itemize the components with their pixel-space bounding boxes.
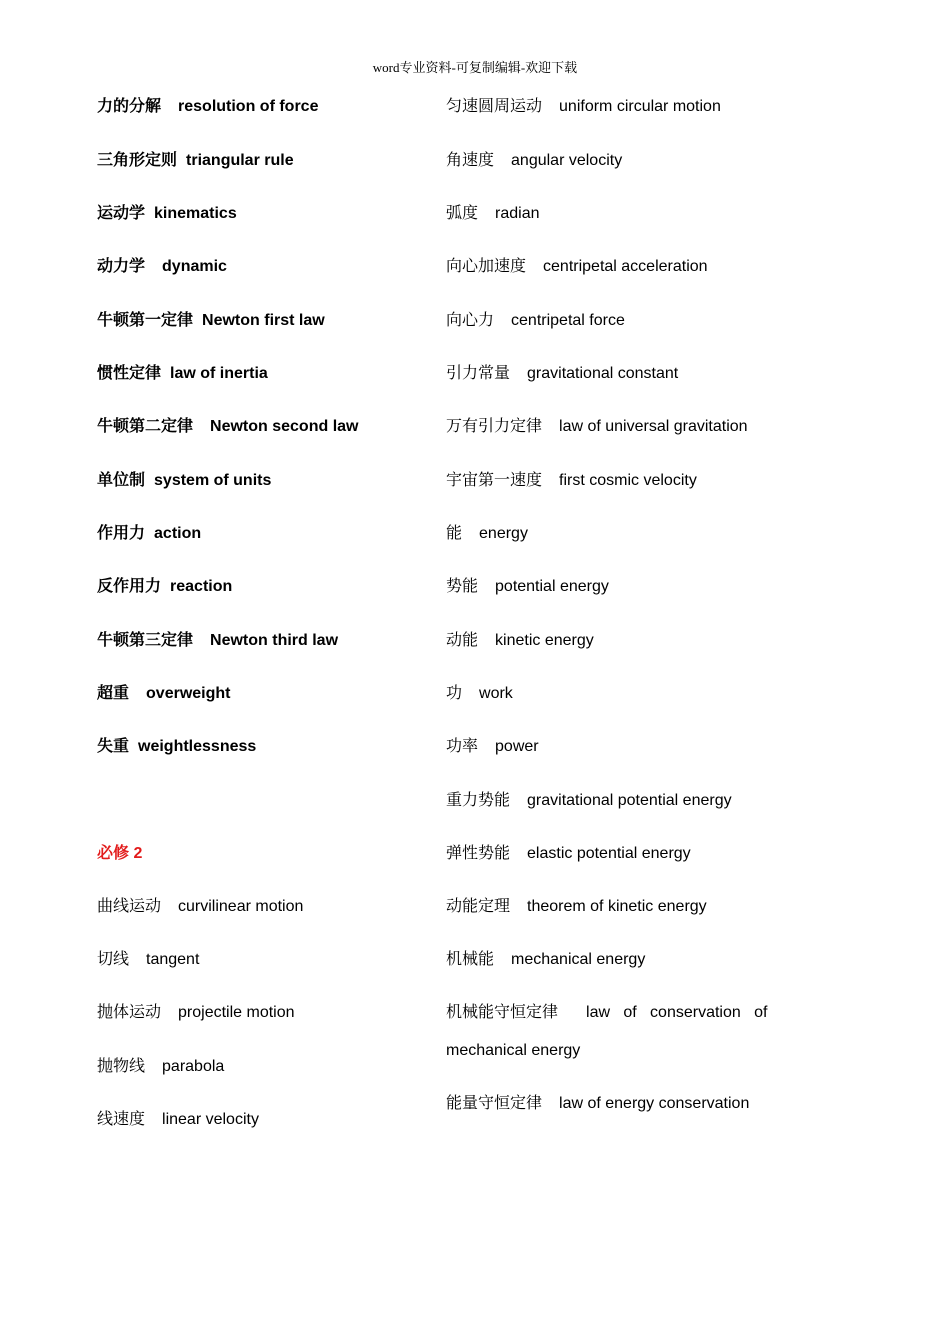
term-zh: 能 xyxy=(446,525,463,542)
term-en: system of units xyxy=(154,472,272,489)
term-en: theorem of kinetic energy xyxy=(527,898,707,915)
term-en: gravitational constant xyxy=(527,365,679,382)
term-en: tangent xyxy=(146,951,200,968)
term-row xyxy=(97,950,199,970)
term-en-continuation: mechanical energy xyxy=(446,1042,581,1059)
term-en: gravitational potential energy xyxy=(527,792,732,809)
term-row xyxy=(446,204,540,224)
term-zh: 力的分解 xyxy=(97,98,162,115)
term-zh: 反作用力 xyxy=(97,578,162,595)
term-row xyxy=(446,577,609,597)
term-zh: 牛顿第一定律 xyxy=(97,312,194,329)
term-row xyxy=(446,844,691,864)
term-row xyxy=(446,737,539,757)
term-row xyxy=(446,791,732,811)
section-title: 必修 2 xyxy=(97,845,143,862)
term-en: law of universal gravitation xyxy=(559,418,748,435)
term-zh: 弹性势能 xyxy=(446,845,511,862)
term-row xyxy=(97,364,268,384)
term-zh: 作用力 xyxy=(97,525,146,542)
term-row xyxy=(446,950,645,970)
term-zh: 宇宙第一速度 xyxy=(446,472,543,489)
term-row xyxy=(97,1110,259,1130)
term-en: law of conservation of xyxy=(586,1004,768,1021)
term-row xyxy=(97,311,325,331)
term-row xyxy=(97,151,294,171)
term-row xyxy=(97,97,318,117)
term-en: uniform circular motion xyxy=(559,98,721,115)
term-en: power xyxy=(495,738,539,755)
term-row xyxy=(446,631,594,651)
term-zh: 角速度 xyxy=(446,152,495,169)
term-row xyxy=(446,97,721,117)
term-en: reaction xyxy=(170,578,233,595)
term-row xyxy=(97,577,232,597)
term-en: action xyxy=(154,525,202,542)
term-en: first cosmic velocity xyxy=(559,472,697,489)
term-en: overweight xyxy=(146,685,231,702)
term-en: Newton second law xyxy=(210,418,359,435)
term-en: centripetal force xyxy=(511,312,625,329)
term-zh: 三角形定则 xyxy=(97,152,178,169)
term-row xyxy=(446,1094,749,1114)
term-zh: 抛物线 xyxy=(97,1058,146,1075)
term-en: radian xyxy=(495,205,540,222)
term-zh: 能量守恒定律 xyxy=(446,1095,543,1112)
term-zh: 切线 xyxy=(97,951,130,968)
term-zh: 单位制 xyxy=(97,472,146,489)
term-zh: 牛顿第二定律 xyxy=(97,418,194,435)
term-row xyxy=(97,1057,224,1077)
term-row xyxy=(446,684,513,704)
term-zh: 功 xyxy=(446,685,463,702)
term-zh: 弧度 xyxy=(446,205,479,222)
term-zh: 抛体运动 xyxy=(97,1004,162,1021)
term-row xyxy=(97,1003,295,1023)
term-row xyxy=(446,151,622,171)
term-zh: 匀速圆周运动 xyxy=(446,98,543,115)
term-en: kinetic energy xyxy=(495,632,594,649)
term-en: mechanical energy xyxy=(511,951,646,968)
term-row xyxy=(97,257,227,277)
term-zh: 线速度 xyxy=(97,1111,146,1128)
term-zh: 重力势能 xyxy=(446,792,511,809)
term-en: resolution of force xyxy=(178,98,319,115)
term-en: linear velocity xyxy=(162,1111,259,1128)
term-row xyxy=(446,1003,767,1023)
term-en: weightlessness xyxy=(138,738,257,755)
term-row xyxy=(97,737,256,757)
term-row xyxy=(97,471,271,491)
term-en: work xyxy=(479,685,513,702)
term-row xyxy=(446,311,625,331)
term-zh: 势能 xyxy=(446,578,479,595)
term-en: Newton third law xyxy=(210,632,339,649)
term-zh: 向心力 xyxy=(446,312,495,329)
term-en: angular velocity xyxy=(511,152,623,169)
term-en: dynamic xyxy=(162,258,227,275)
term-en: elastic potential energy xyxy=(527,845,691,862)
term-zh: 曲线运动 xyxy=(97,898,162,915)
term-row xyxy=(446,364,678,384)
term-zh: 向心加速度 xyxy=(446,258,527,275)
term-zh: 超重 xyxy=(97,685,130,702)
page-header: word专业资料-可复制编辑-欢迎下载 xyxy=(372,60,578,75)
term-en: law of energy conservation xyxy=(559,1095,750,1112)
term-row xyxy=(446,417,748,437)
term-en: law of inertia xyxy=(170,365,268,382)
term-en: curvilinear motion xyxy=(178,898,304,915)
term-row xyxy=(446,524,528,544)
term-en: energy xyxy=(479,525,528,542)
term-row xyxy=(97,204,237,224)
term-en: potential energy xyxy=(495,578,609,595)
term-en: projectile motion xyxy=(178,1004,295,1021)
term-en: triangular rule xyxy=(186,152,294,169)
term-en: parabola xyxy=(162,1058,225,1075)
term-zh: 动能定理 xyxy=(446,898,511,915)
term-row xyxy=(97,524,201,544)
term-zh: 运动学 xyxy=(97,205,146,222)
term-row xyxy=(97,897,303,917)
term-zh: 万有引力定律 xyxy=(446,418,543,435)
term-zh: 失重 xyxy=(97,738,130,755)
term-row xyxy=(446,897,707,917)
term-row xyxy=(97,684,230,704)
term-en: Newton first law xyxy=(202,312,325,329)
term-zh: 牛顿第三定律 xyxy=(97,632,194,649)
term-zh: 机械能 xyxy=(446,951,495,968)
term-zh: 动力学 xyxy=(97,258,146,275)
term-zh: 动能 xyxy=(446,632,479,649)
term-en: centripetal acceleration xyxy=(543,258,708,275)
term-row xyxy=(97,631,338,651)
term-row xyxy=(97,417,358,437)
term-zh: 机械能守恒定律 xyxy=(446,1004,559,1021)
term-zh: 惯性定律 xyxy=(97,365,162,382)
term-row xyxy=(446,471,697,491)
term-zh: 功率 xyxy=(446,738,479,755)
term-en: kinematics xyxy=(154,205,237,222)
term-row xyxy=(446,257,708,277)
term-zh: 引力常量 xyxy=(446,365,511,382)
